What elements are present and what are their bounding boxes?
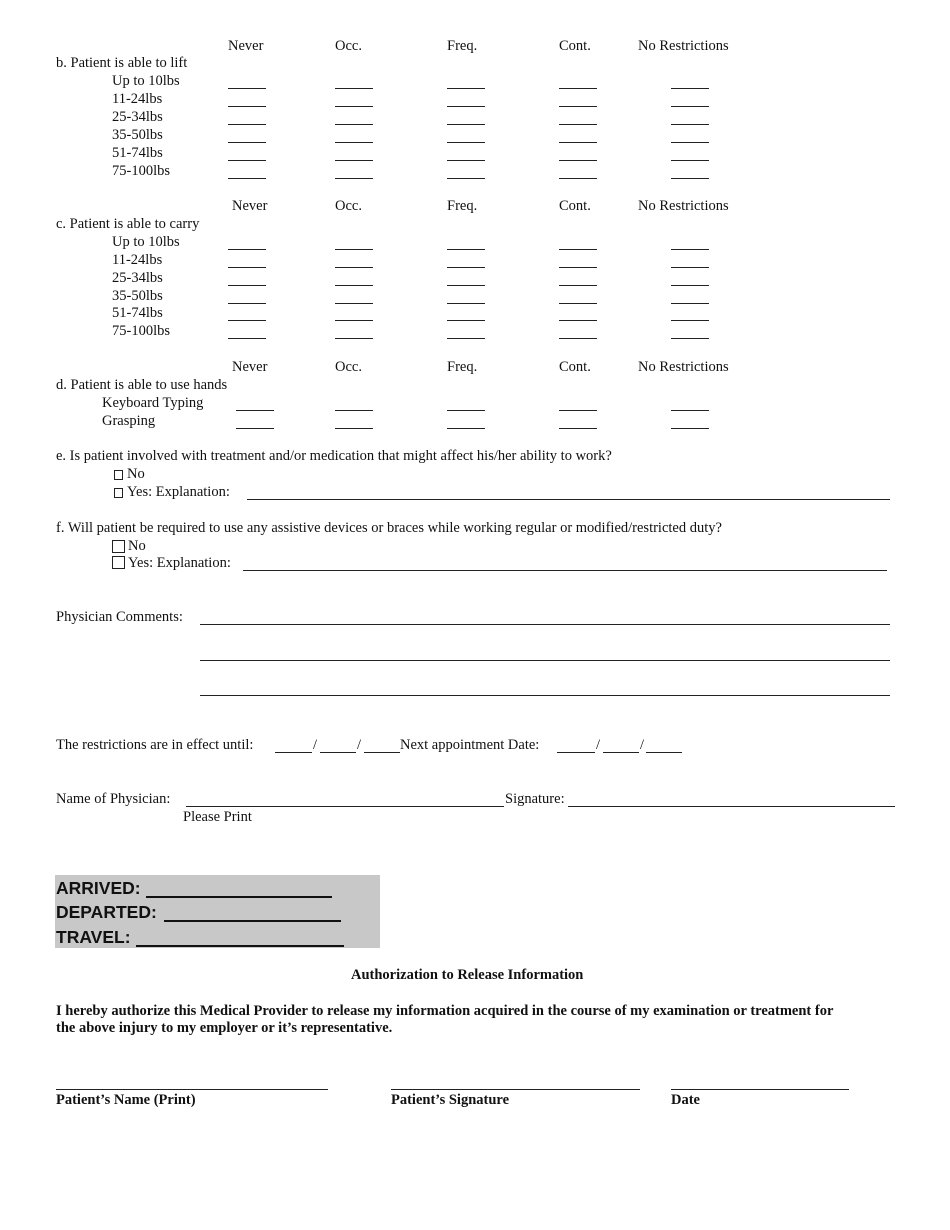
next-appointment-month-field[interactable] <box>557 752 595 753</box>
lift-row-label: Up to 10lbs <box>112 73 180 89</box>
comments-line[interactable] <box>200 624 890 625</box>
authorization-text-line2: the above injury to my employer or it’s representative. <box>56 1020 393 1036</box>
restrictions-month-field[interactable] <box>275 752 312 753</box>
hands-row-label: Grasping <box>102 413 156 429</box>
carry-blank[interactable] <box>671 285 709 286</box>
carry-row-label: 11-24lbs <box>112 252 163 268</box>
medication-yes-checkbox[interactable] <box>114 488 123 498</box>
lift-blank[interactable] <box>559 142 597 143</box>
physician-signature-field[interactable] <box>568 806 895 807</box>
lift-blank[interactable] <box>447 178 485 179</box>
carry-title: c. Patient is able to carry <box>56 216 200 232</box>
hands-col-no-restrictions: No Restrictions <box>638 359 729 375</box>
lift-blank[interactable] <box>559 124 597 125</box>
lift-blank[interactable] <box>559 178 597 179</box>
restrictions-day-field[interactable] <box>320 752 356 753</box>
hands-blank[interactable] <box>335 428 373 429</box>
restrictions-until-label: The restrictions are in effect until: <box>56 737 254 753</box>
hands-row-label: Keyboard Typing <box>102 395 204 411</box>
carry-blank[interactable] <box>559 303 597 304</box>
carry-blank[interactable] <box>559 267 597 268</box>
lift-blank[interactable] <box>228 88 266 89</box>
patient-date-label: Date <box>671 1092 700 1108</box>
carry-blank[interactable] <box>228 320 266 321</box>
lift-blank[interactable] <box>228 124 266 125</box>
please-print-hint: Please Print <box>183 809 252 825</box>
lift-blank[interactable] <box>335 160 373 161</box>
carry-blank[interactable] <box>559 249 597 250</box>
lift-blank[interactable] <box>335 124 373 125</box>
lift-blank[interactable] <box>228 160 266 161</box>
lift-blank[interactable] <box>447 124 485 125</box>
hands-col-occ: Occ. <box>335 359 362 375</box>
carry-blank[interactable] <box>559 338 597 339</box>
lift-row-label: 35-50lbs <box>112 127 163 143</box>
date-separator: / <box>596 737 601 753</box>
carry-blank[interactable] <box>335 303 373 304</box>
hands-blank[interactable] <box>559 410 597 411</box>
hands-blank[interactable] <box>447 410 485 411</box>
carry-blank[interactable] <box>335 285 373 286</box>
patient-date-field[interactable] <box>671 1089 849 1090</box>
hands-col-never: Never <box>232 359 268 375</box>
carry-row-label: Up to 10lbs <box>112 234 180 250</box>
next-appointment-label: Next appointment Date: <box>400 737 540 753</box>
carry-col-cont: Cont. <box>559 198 591 214</box>
carry-col-freq: Freq. <box>447 198 478 214</box>
physician-name-label: Name of Physician: <box>56 791 171 807</box>
patient-signature-label: Patient’s Signature <box>391 1092 510 1108</box>
carry-blank[interactable] <box>335 320 373 321</box>
lift-blank[interactable] <box>447 142 485 143</box>
lift-blank[interactable] <box>559 88 597 89</box>
lift-row-label: 25-34lbs <box>112 109 163 125</box>
departed-label: DEPARTED: <box>56 902 157 922</box>
lift-blank[interactable] <box>671 124 709 125</box>
patient-name-field[interactable] <box>56 1089 328 1090</box>
carry-row-label: 35-50lbs <box>112 288 163 304</box>
lift-blank[interactable] <box>671 160 709 161</box>
lift-col-freq: Freq. <box>447 38 478 54</box>
medication-no-checkbox[interactable] <box>114 470 123 480</box>
hands-blank[interactable] <box>335 410 373 411</box>
lift-row-label: 51-74lbs <box>112 145 163 161</box>
carry-blank[interactable] <box>228 285 266 286</box>
hands-blank[interactable] <box>447 428 485 429</box>
lift-blank[interactable] <box>671 106 709 107</box>
date-separator: / <box>640 737 645 753</box>
medication-explanation-field[interactable] <box>247 499 890 500</box>
carry-blank[interactable] <box>228 303 266 304</box>
devices-no-label: No <box>128 538 146 554</box>
carry-blank[interactable] <box>335 338 373 339</box>
patient-name-label: Patient’s Name (Print) <box>56 1092 196 1108</box>
carry-blank[interactable] <box>228 338 266 339</box>
comments-line[interactable] <box>200 695 890 696</box>
lift-blank[interactable] <box>447 160 485 161</box>
medication-yes-label: Yes: Explanation: <box>127 484 230 500</box>
hands-blank[interactable] <box>236 410 274 411</box>
patient-signature-field[interactable] <box>391 1089 640 1090</box>
carry-blank[interactable] <box>447 320 485 321</box>
carry-blank[interactable] <box>335 267 373 268</box>
devices-yes-label: Yes: Explanation: <box>128 555 231 571</box>
next-appointment-day-field[interactable] <box>603 752 639 753</box>
carry-blank[interactable] <box>671 338 709 339</box>
carry-col-no-restrictions: No Restrictions <box>638 198 729 214</box>
carry-blank[interactable] <box>559 320 597 321</box>
lift-blank[interactable] <box>335 178 373 179</box>
carry-blank[interactable] <box>447 285 485 286</box>
lift-blank[interactable] <box>559 106 597 107</box>
lift-blank[interactable] <box>671 142 709 143</box>
carry-blank[interactable] <box>447 267 485 268</box>
carry-blank[interactable] <box>671 267 709 268</box>
hands-blank[interactable] <box>671 410 709 411</box>
lift-blank[interactable] <box>671 178 709 179</box>
hands-col-freq: Freq. <box>447 359 478 375</box>
lift-row-label: 11-24lbs <box>112 91 163 107</box>
lift-blank[interactable] <box>559 160 597 161</box>
lift-col-occ: Occ. <box>335 38 362 54</box>
medication-question: e. Is patient involved with treatment and/or medication that might affect his/her ability to work? <box>56 448 612 464</box>
carry-blank[interactable] <box>671 320 709 321</box>
carry-row-label: 25-34lbs <box>112 270 163 286</box>
arrived-label: ARRIVED: <box>56 878 141 898</box>
lift-row-label: 75-100lbs <box>112 163 170 179</box>
carry-blank[interactable] <box>447 338 485 339</box>
hands-title: d. Patient is able to use hands <box>56 377 228 393</box>
carry-row-label: 51-74lbs <box>112 305 163 321</box>
hands-blank[interactable] <box>236 428 274 429</box>
lift-col-no-restrictions: No Restrictions <box>638 38 729 54</box>
lift-blank[interactable] <box>335 106 373 107</box>
devices-explanation-field[interactable] <box>243 570 887 571</box>
carry-blank[interactable] <box>228 267 266 268</box>
comments-line[interactable] <box>200 660 890 661</box>
date-separator: / <box>313 737 318 753</box>
carry-blank[interactable] <box>447 249 485 250</box>
lift-blank[interactable] <box>228 106 266 107</box>
carry-blank[interactable] <box>671 303 709 304</box>
carry-blank[interactable] <box>447 303 485 304</box>
authorization-title: Authorization to Release Information <box>351 967 584 983</box>
lift-blank[interactable] <box>335 142 373 143</box>
lift-blank[interactable] <box>447 88 485 89</box>
carry-row-label: 75-100lbs <box>112 323 170 339</box>
lift-blank[interactable] <box>228 178 266 179</box>
restrictions-year-field[interactable] <box>364 752 400 753</box>
hands-blank[interactable] <box>559 428 597 429</box>
hands-blank[interactable] <box>671 428 709 429</box>
carry-blank[interactable] <box>671 249 709 250</box>
devices-question: f. Will patient be required to use any assistive devices or braces while working regular or modified/restricted duty? <box>56 520 722 536</box>
devices-no-checkbox[interactable] <box>112 540 125 553</box>
carry-blank[interactable] <box>228 249 266 250</box>
authorization-text-line1: I hereby authorize this Medical Provider to release my information acquired in the course of my examination or treatment for <box>56 1003 834 1019</box>
comments-label: Physician Comments: <box>56 609 183 625</box>
next-appointment-year-field[interactable] <box>646 752 682 753</box>
medication-no-label: No <box>127 466 145 482</box>
travel-field[interactable] <box>136 945 344 947</box>
lift-col-cont: Cont. <box>559 38 591 54</box>
hands-col-cont: Cont. <box>559 359 591 375</box>
carry-blank[interactable] <box>559 285 597 286</box>
lift-col-never: Never <box>228 38 264 54</box>
physician-name-field[interactable] <box>186 806 504 807</box>
departed-field[interactable] <box>164 920 341 922</box>
lift-blank[interactable] <box>228 142 266 143</box>
physician-signature-label: Signature: <box>505 791 565 807</box>
carry-col-never: Never <box>232 198 268 214</box>
lift-blank[interactable] <box>447 106 485 107</box>
carry-col-occ: Occ. <box>335 198 362 214</box>
carry-blank[interactable] <box>335 249 373 250</box>
lift-title: b. Patient is able to lift <box>56 55 188 71</box>
arrived-field[interactable] <box>146 896 332 898</box>
lift-blank[interactable] <box>335 88 373 89</box>
date-separator: / <box>357 737 362 753</box>
lift-blank[interactable] <box>671 88 709 89</box>
devices-yes-checkbox[interactable] <box>112 556 125 569</box>
travel-label: TRAVEL: <box>56 927 131 947</box>
